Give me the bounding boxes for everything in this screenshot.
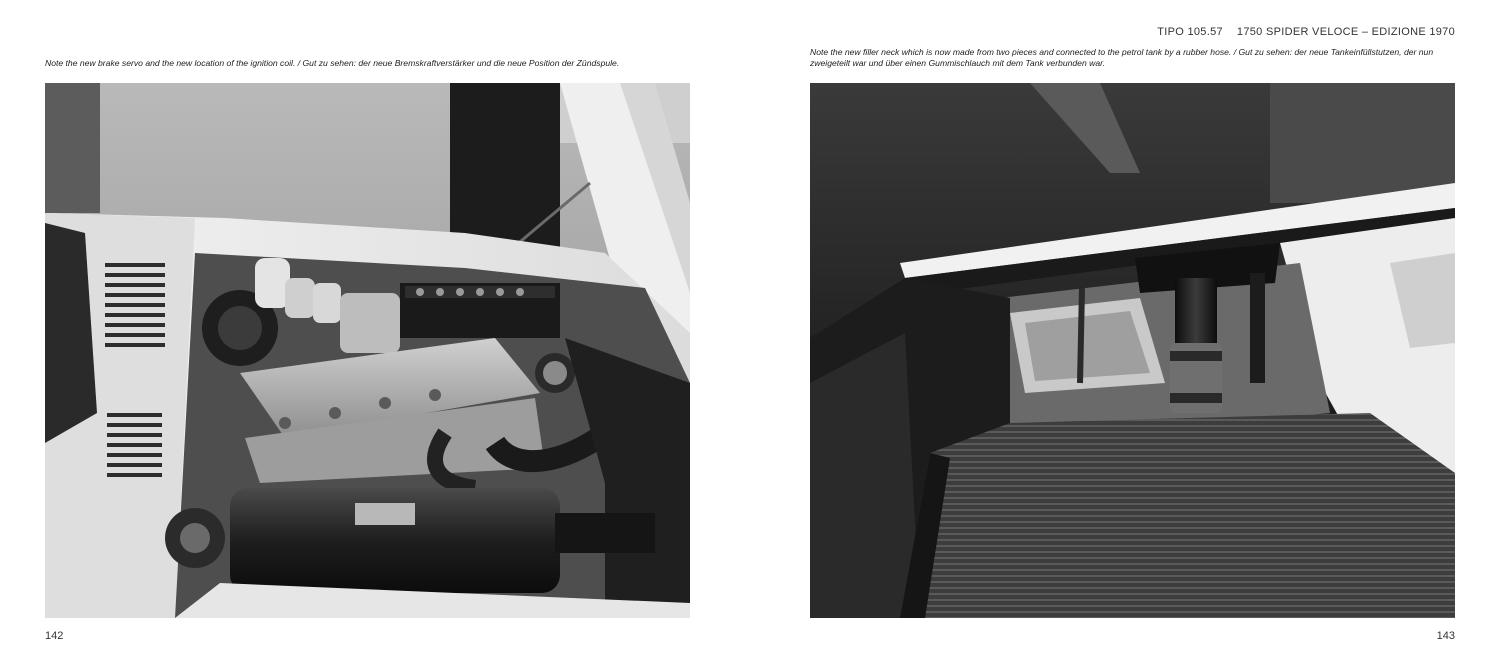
right-page: [750, 0, 1500, 669]
running-header: [1157, 26, 1455, 38]
engine-bay-illustration: [45, 83, 690, 618]
running-header-model: TIPO 105.57: [1157, 26, 1223, 38]
left-photo-caption: Note the new brake servo and the new location of the ignition coil. / Gut zu sehen: der neue Bremskraftverstärker und die neue Position der Zündspule.: [45, 58, 620, 68]
engine-bay-photo: [45, 83, 690, 618]
right-photo-caption: Note the new filler neck which is now made from two pieces and connected to the petrol tank by a rubber hose. / Gut zu sehen: der neue Tankeinfüllstutzen, der nun zweigeteilt war und über einen Gummischlauch mit dem Tank verbunden war.: [810, 47, 1434, 68]
boot-illustration: [810, 83, 1455, 618]
right-page-number: 143: [1436, 630, 1455, 642]
boot-filler-neck-photo: [810, 83, 1455, 618]
left-page-number: 142: [45, 630, 64, 642]
running-header-title: 1750 SPIDER VELOCE – EDIZIONE 1970: [1236, 26, 1455, 38]
